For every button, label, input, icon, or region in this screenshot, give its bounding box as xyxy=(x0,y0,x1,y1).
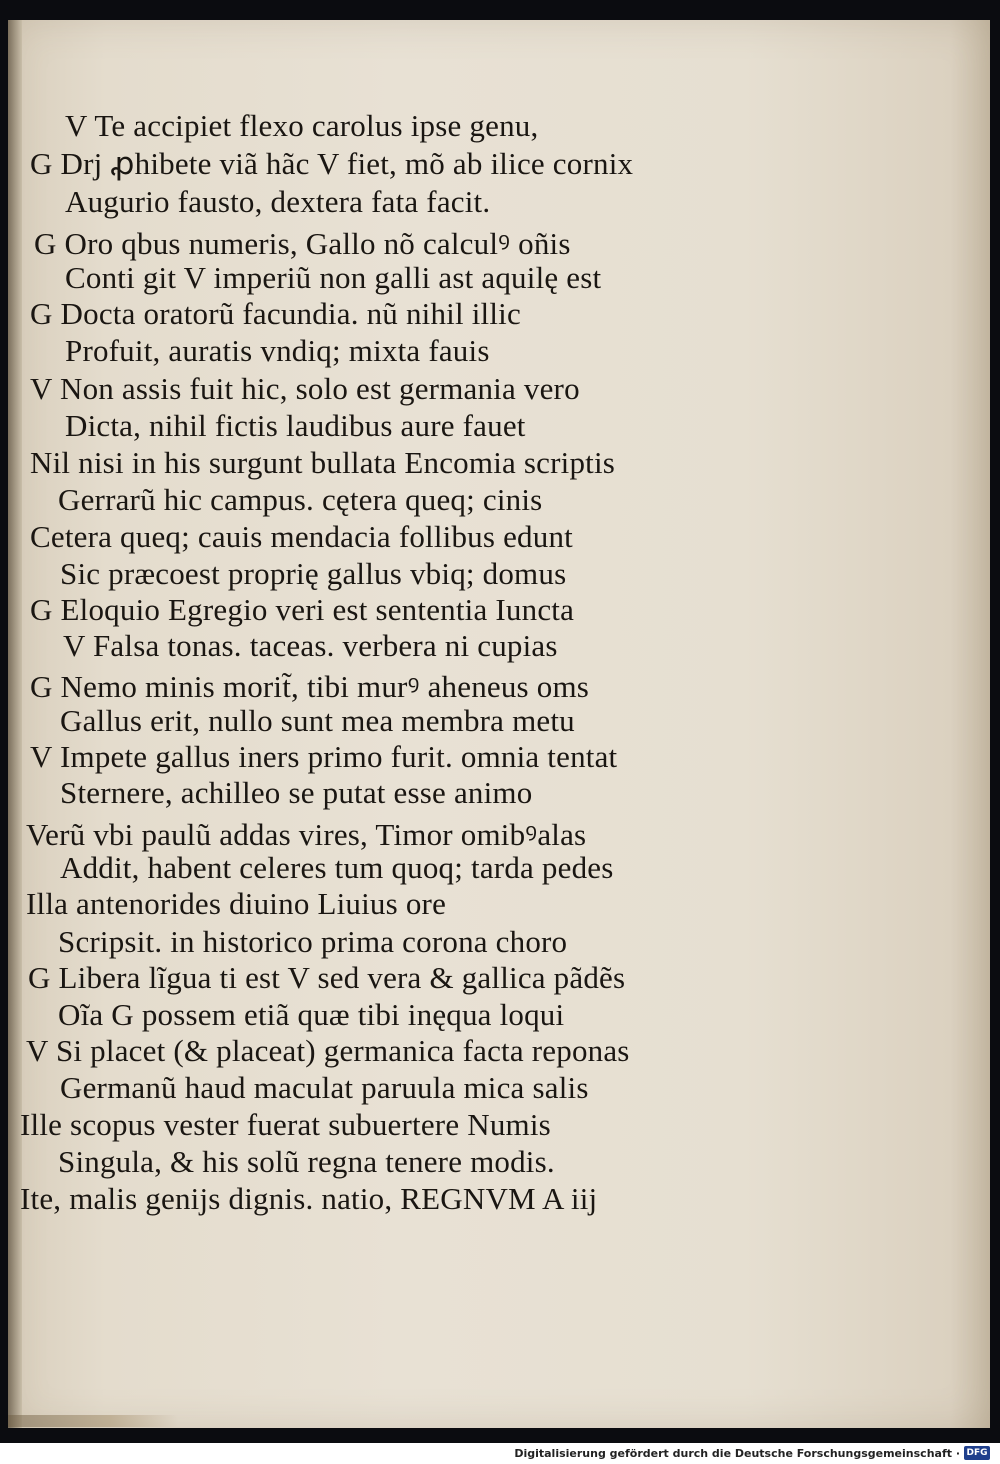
verse-line: Verũ vbi paulũ addas vires, Timor omibꝰalas xyxy=(26,817,587,852)
verse-line: Profuit, auratis vndiq; mixta fauis xyxy=(65,333,490,368)
verse-line: Illa antenorides diuino Liuius ore xyxy=(26,886,447,921)
verse-line: G Docta oratorũ facundia. nũ nihil illic xyxy=(30,296,521,331)
verse-line: Conti git V imperiũ non galli ast aquilę est xyxy=(65,260,602,295)
verse-line: V Si placet (& placeat) germanica facta reponas xyxy=(26,1033,630,1068)
verse-line: Germanũ haud maculat paruula mica salis xyxy=(60,1070,589,1105)
verse-line: Gallus erit, nullo sunt mea membra metu xyxy=(60,703,575,738)
verse-line: Sternere, achilleo se putat esse animo xyxy=(60,775,533,810)
verse-line: Scripsit. in historico prima corona choro xyxy=(58,924,568,959)
verse-text xyxy=(8,20,990,1428)
digitization-footer xyxy=(0,1443,1000,1464)
verse-line: Sic præcoest proprię gallus vbiq; domus xyxy=(60,556,567,591)
verse-line: G Oro qbus numeris, Gallo nõ calculꝰ oñis xyxy=(34,226,571,261)
verse-line: Oĩa G possem etiã quæ tibi inęqua loqui xyxy=(58,997,565,1032)
verse-line: V Non assis fuit hic, solo est germania vero xyxy=(30,371,580,406)
verse-line: Singula, & his solũ regna tenere modis. xyxy=(58,1144,555,1179)
funding-credit: Digitalisierung gefördert durch die Deutsche Forschungsgemeinschaft · xyxy=(514,1447,960,1460)
verse-line: Ille scopus vester fuerat subuertere Numis xyxy=(20,1107,551,1142)
verse-line: V Te accipiet flexo carolus ipse genu, xyxy=(65,108,539,143)
verse-line: Addit, habent celeres tum quoq; tarda pedes xyxy=(60,850,614,885)
verse-line: Gerrarũ hic campus. cętera queq; cinis xyxy=(58,482,543,517)
verse-line: Dicta, nihil fictis laudibus aure fauet xyxy=(65,408,526,443)
verse-line: Augurio fausto, dextera fata facit. xyxy=(65,184,491,219)
verse-line: V Impete gallus iners primo furit. omnia tentat xyxy=(30,739,618,774)
verse-line: G Eloquio Egregio veri est sententia Iuncta xyxy=(30,592,575,627)
verse-line: Ite, malis genijs dignis. natio, REGNVM A iij xyxy=(20,1181,598,1216)
verse-line: G Nemo minis morit̃, tibi murꝰ aheneus oms xyxy=(30,669,590,704)
verse-line: G Drj ꝓhibete viã hãc V fiet, mõ ab ilice cornix xyxy=(30,146,634,181)
verse-line: Nil nisi in his surgunt bullata Encomia scriptis xyxy=(30,445,616,480)
page-leaf xyxy=(8,20,990,1428)
verse-line: G Libera lĩgua ti est V sed vera & gallica pãdẽs xyxy=(28,960,626,995)
verse-line: Cetera queq; cauis mendacia follibus edunt xyxy=(30,519,573,554)
verse-line: V Falsa tonas. taceas. verbera ni cupias xyxy=(63,628,558,663)
dfg-logo-icon: DFG xyxy=(964,1446,990,1460)
